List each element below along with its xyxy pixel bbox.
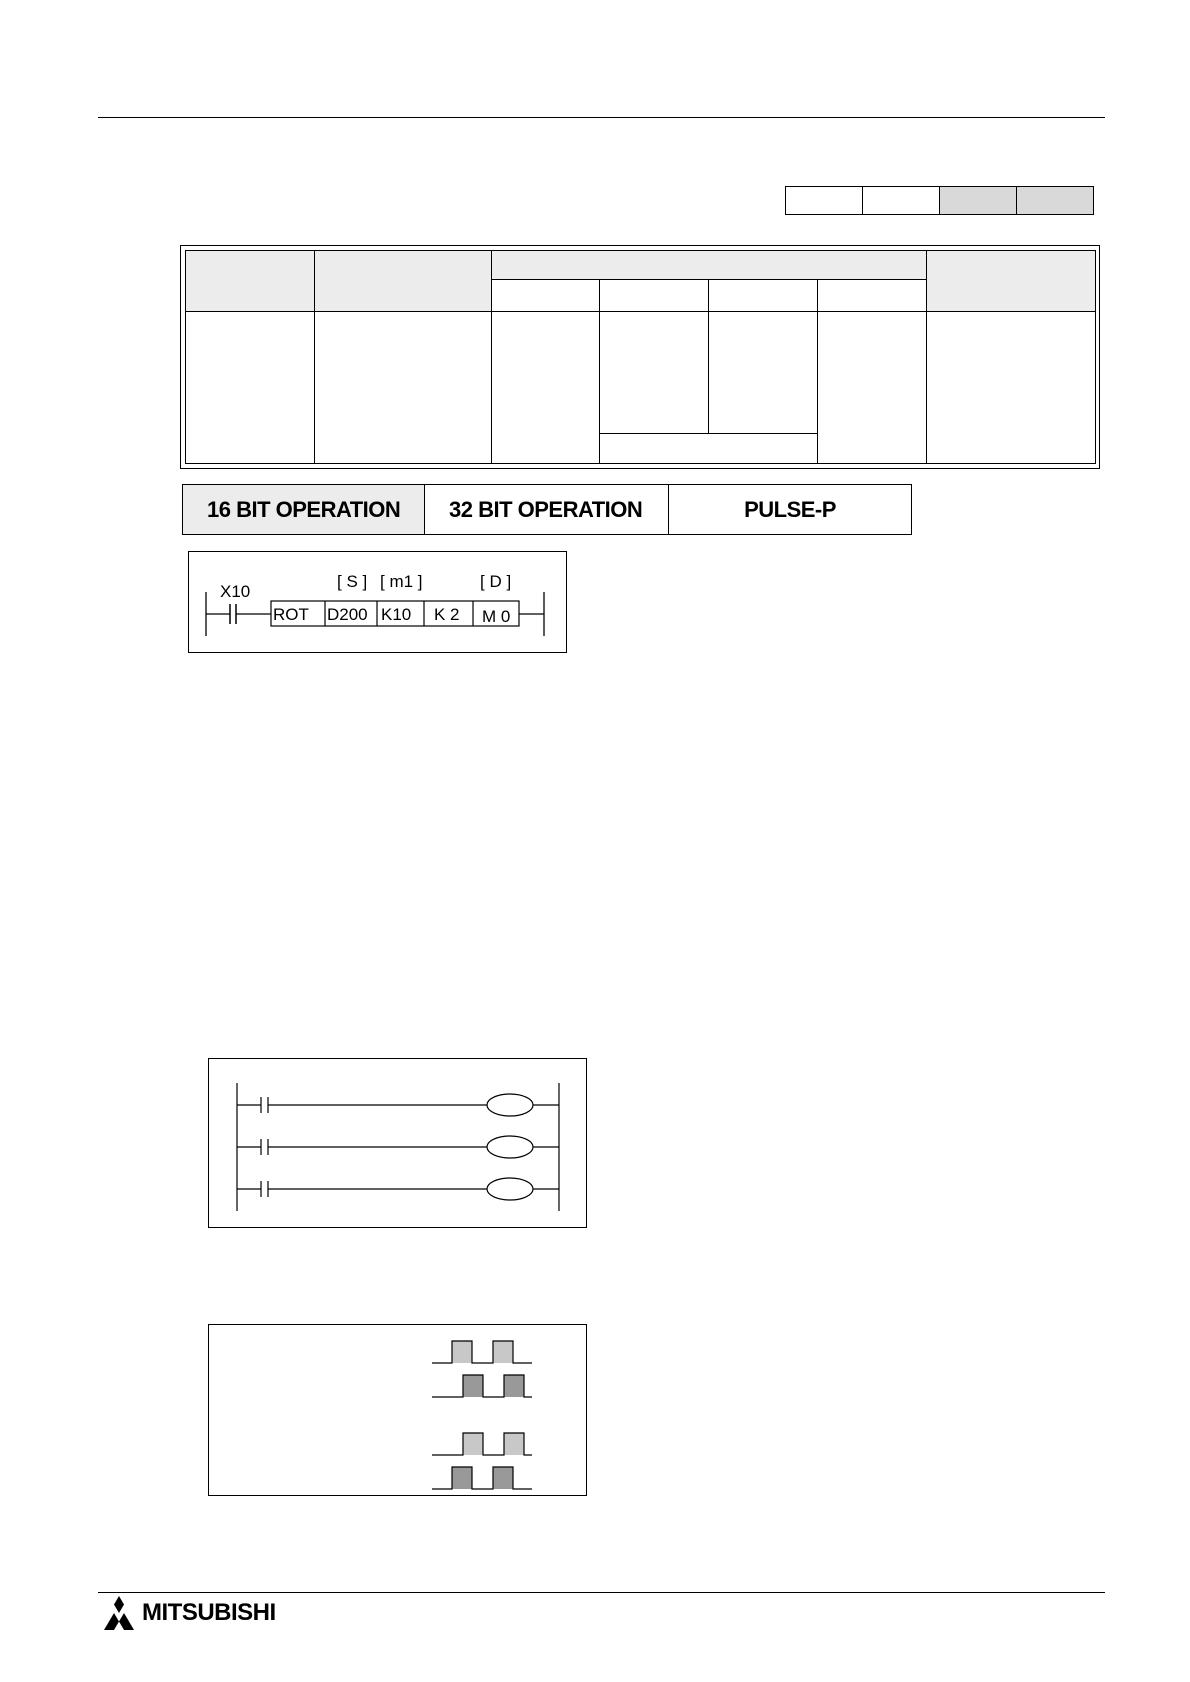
table-cell-steps: [927, 312, 1096, 464]
table-cell-operand-3: [709, 312, 818, 434]
table-subheader-4: [818, 280, 927, 312]
timing-diagram: [208, 1324, 587, 1496]
timing-pulse-row3: [463, 1433, 483, 1455]
operand-label-d: [ D ]: [480, 572, 512, 591]
applicability-box-4: [1016, 186, 1094, 215]
timing-pulse-row2: [463, 1375, 483, 1397]
timing-waveform-row4: [432, 1467, 532, 1489]
operand-label-s: [ S ]: [337, 572, 368, 591]
timing-waveform-row1: [432, 1341, 532, 1363]
applicability-box-1: [785, 186, 863, 215]
timing-svg: [209, 1325, 586, 1495]
operation-flags: [183, 484, 912, 535]
table-subheader-2: [600, 280, 709, 312]
ladder-instruction-diagram: [188, 551, 567, 653]
table-cell-mnemonic: [186, 312, 315, 464]
timing-pulse-row4: [452, 1467, 472, 1489]
pulse-operation-flag: PULSE-P: [668, 484, 912, 535]
timing-pulse-row1: [493, 1341, 513, 1363]
table-header-operands: [492, 251, 927, 280]
timing-pulse-row1: [452, 1341, 472, 1363]
footer-rule: [98, 1592, 1105, 1593]
contact-label: X10: [220, 582, 251, 601]
table-header-function: [315, 251, 492, 312]
output-ladder-svg: [209, 1059, 586, 1227]
instruction-m1: K10: [381, 605, 412, 624]
table-cell-operand-1: [492, 312, 600, 464]
bit16-operation-flag: 16 BIT OPERATION: [182, 484, 425, 535]
table-cell-function: [315, 312, 492, 464]
mitsubishi-logo: [100, 1596, 276, 1630]
operand-table: [180, 245, 1100, 469]
instruction-m2: K 2: [434, 605, 460, 624]
bit32-operation-flag: 32 BIT OPERATION: [424, 484, 669, 535]
timing-pulse-row2: [504, 1375, 524, 1397]
operand-label-m1: [ m1 ]: [380, 572, 423, 591]
instruction-destination: M 0: [482, 607, 511, 626]
table-subheader-3: [709, 280, 818, 312]
applicability-box-2: [862, 186, 940, 215]
mitsubishi-diamonds-icon: [100, 1596, 138, 1630]
instruction-mnemonic: ROT: [273, 605, 309, 624]
timing-pulse-row3: [504, 1433, 524, 1455]
table-cell-operand-2: [600, 312, 709, 434]
ladder-svg: [189, 552, 566, 652]
instruction-source: D200: [327, 605, 368, 624]
output-ladder-diagram: [208, 1058, 587, 1228]
table-cell-operand-4: [818, 312, 927, 464]
table-cell-operand-note: [600, 433, 818, 463]
brand-name: MITSUBISHI: [142, 1599, 276, 1626]
table-subheader-1: [492, 280, 600, 312]
applicability-boxes: [786, 186, 1094, 215]
timing-pulse-row4: [493, 1467, 513, 1489]
header-rule: [98, 117, 1105, 118]
table-header-mnemonic: [186, 251, 315, 312]
table-header-steps: [927, 251, 1096, 312]
applicability-box-3: [939, 186, 1017, 215]
